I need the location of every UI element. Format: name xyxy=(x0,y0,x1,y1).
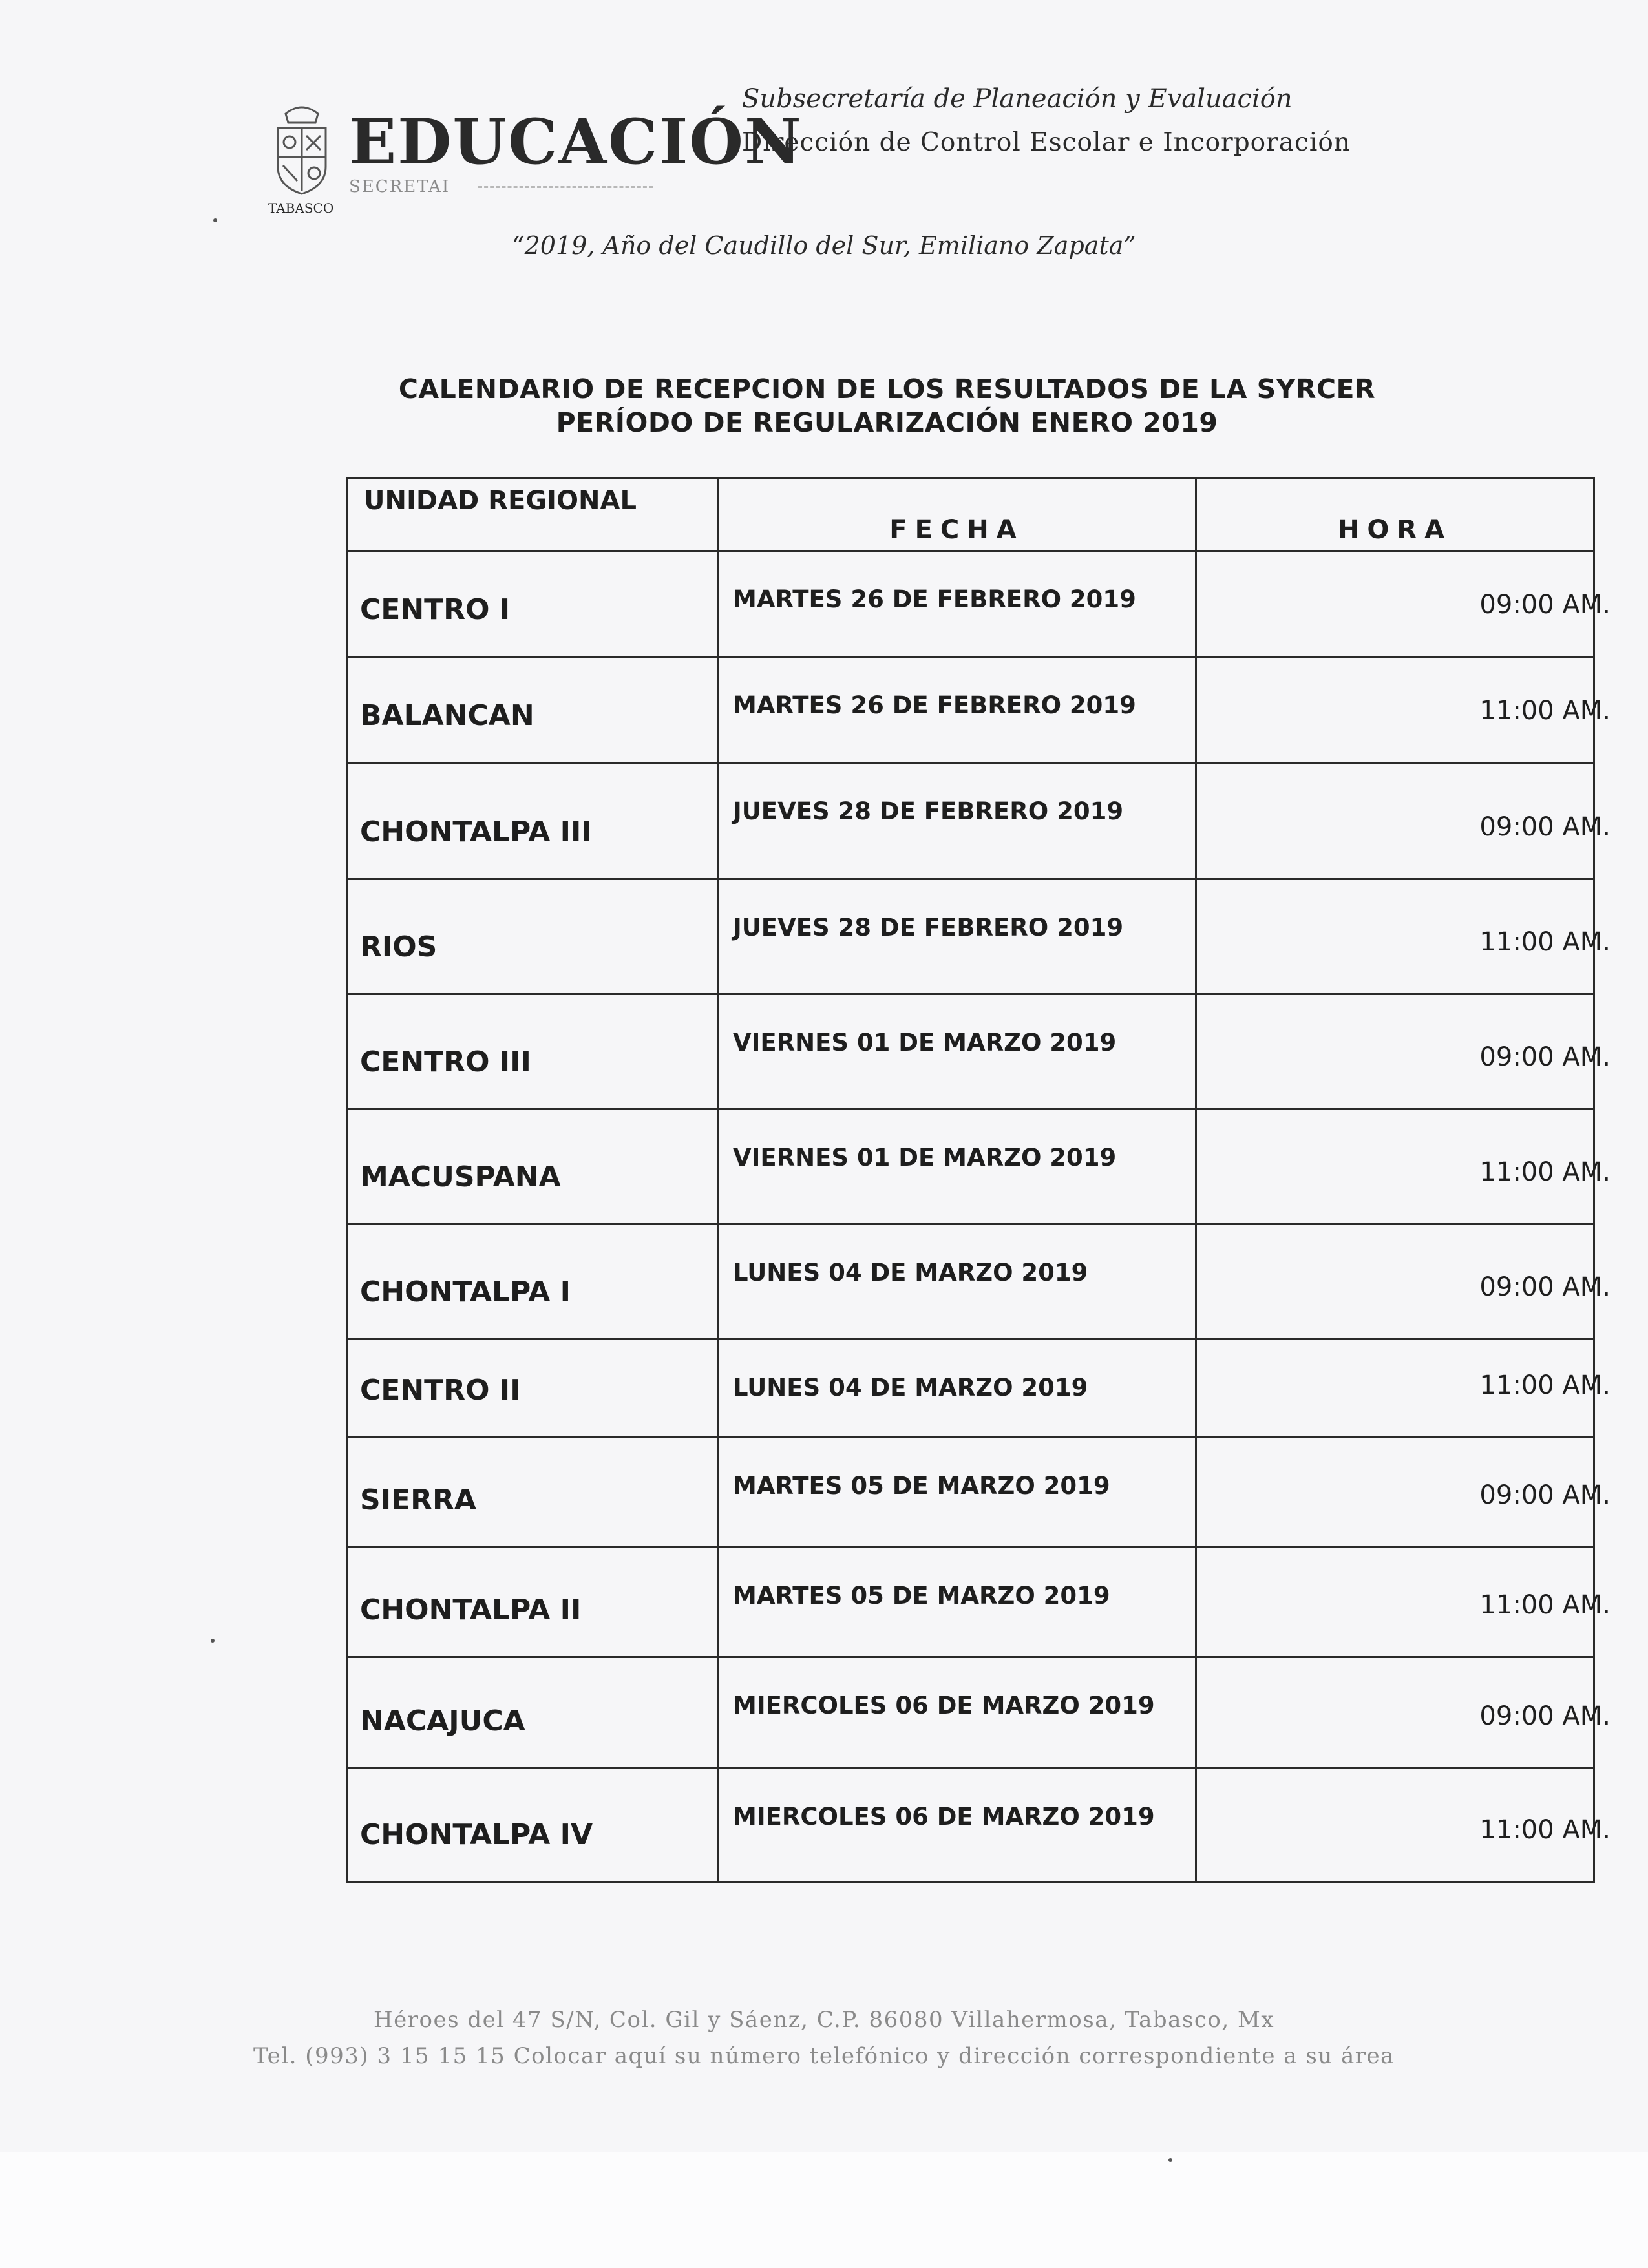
hora-cell-text: 09:00 AM. xyxy=(1479,1042,1611,1072)
hora-cell xyxy=(1197,1769,1611,1881)
table-row xyxy=(348,550,1611,656)
header-cell-fecha xyxy=(719,479,1197,550)
hora-cell-text: 11:00 AM. xyxy=(1479,1815,1611,1845)
footer-address: Héroes del 47 S/N, Col. Gil y Sáenz, C.P. 86080 Villahermosa, Tabasco, Mx xyxy=(373,2007,1274,2033)
fecha-cell-text: VIERNES 01 DE MARZO 2019 xyxy=(733,1029,1117,1056)
seal-label: TABASCO xyxy=(268,200,334,216)
schedule-table xyxy=(346,477,1611,1883)
table-row xyxy=(348,1436,1611,1546)
hora-cell xyxy=(1197,764,1611,878)
hora-cell xyxy=(1197,1548,1611,1656)
unidad-cell xyxy=(348,1438,719,1546)
unidad-cell-text: RIOS xyxy=(360,930,438,963)
hora-cell xyxy=(1197,658,1611,762)
fecha-cell xyxy=(719,1225,1197,1338)
table-row xyxy=(348,1656,1611,1767)
unidad-cell-text: CHONTALPA IV xyxy=(360,1818,593,1851)
table-row xyxy=(348,878,1611,993)
hora-cell-text: 11:00 AM. xyxy=(1479,1370,1611,1400)
hora-cell xyxy=(1197,1340,1611,1436)
fecha-cell-text: VIERNES 01 DE MARZO 2019 xyxy=(733,1144,1117,1171)
table-row xyxy=(348,1338,1611,1436)
brand-subtitle: SECRETAI xyxy=(349,177,450,196)
fecha-cell-text: JUEVES 28 DE FEBRERO 2019 xyxy=(733,797,1124,825)
fecha-cell xyxy=(719,880,1197,993)
header-hora: HORA xyxy=(1337,515,1453,545)
hora-cell xyxy=(1197,1658,1611,1767)
hora-cell xyxy=(1197,1438,1611,1546)
table-row xyxy=(348,1767,1611,1881)
fecha-cell xyxy=(719,552,1197,656)
fecha-cell-text: LUNES 04 DE MARZO 2019 xyxy=(733,1259,1088,1286)
fecha-cell xyxy=(719,1340,1197,1436)
hora-cell xyxy=(1197,1225,1611,1338)
scan-speck xyxy=(213,218,217,222)
hora-cell xyxy=(1197,995,1611,1108)
table-row xyxy=(348,993,1611,1108)
direccion-heading: Dirección de Control Escolar e Incorporación xyxy=(742,128,1351,157)
fecha-cell-text: MARTES 05 DE MARZO 2019 xyxy=(733,1472,1110,1500)
hora-cell xyxy=(1197,880,1611,993)
subsecretaria-heading: Subsecretaría de Planeación y Evaluación xyxy=(742,84,1293,114)
fecha-cell-text: MIERCOLES 06 DE MARZO 2019 xyxy=(733,1692,1155,1719)
document-title-line-1: CALENDARIO DE RECEPCION DE LOS RESULTADOS DE LA SYRCER xyxy=(398,373,1376,404)
page-bottom-edge xyxy=(0,2152,1648,2268)
tabasco-seal-icon xyxy=(266,96,337,205)
unidad-cell xyxy=(348,1110,719,1223)
unidad-cell-text: CHONTALPA II xyxy=(360,1593,582,1626)
fecha-cell-text: MARTES 26 DE FEBRERO 2019 xyxy=(733,691,1136,719)
fecha-cell xyxy=(719,995,1197,1108)
fecha-cell xyxy=(719,764,1197,878)
fecha-cell-text: MARTES 26 DE FEBRERO 2019 xyxy=(733,585,1136,613)
unidad-cell xyxy=(348,1548,719,1656)
unidad-cell-text: MACUSPANA xyxy=(360,1160,561,1193)
table-row xyxy=(348,1546,1611,1656)
header-cell-unidad xyxy=(348,479,719,550)
hora-cell-text: 09:00 AM. xyxy=(1479,590,1611,620)
unidad-cell xyxy=(348,1658,719,1767)
header-unidad: UNIDAD REGIONAL xyxy=(364,486,637,516)
hora-cell-text: 09:00 AM. xyxy=(1479,1480,1611,1510)
table-header-row xyxy=(348,479,1593,550)
fecha-cell xyxy=(719,1769,1197,1881)
unidad-cell xyxy=(348,552,719,656)
unidad-cell-text: CENTRO II xyxy=(360,1374,521,1407)
fecha-cell-text: MIERCOLES 06 DE MARZO 2019 xyxy=(733,1803,1155,1831)
hora-cell-text: 11:00 AM. xyxy=(1479,696,1611,726)
table-row xyxy=(348,762,1611,878)
fecha-cell-text: JUEVES 28 DE FEBRERO 2019 xyxy=(733,914,1124,941)
hora-cell-text: 09:00 AM. xyxy=(1479,1272,1611,1302)
footer-contact: Tel. (993) 3 15 15 15 Colocar aquí su número telefónico y dirección correspondiente a su área xyxy=(253,2043,1395,2069)
hora-cell xyxy=(1197,552,1611,656)
header-fecha: FECHA xyxy=(889,515,1024,545)
unidad-cell-text: SIERRA xyxy=(360,1484,476,1517)
fecha-cell xyxy=(719,1438,1197,1546)
fecha-cell xyxy=(719,1658,1197,1767)
unidad-cell xyxy=(348,995,719,1108)
table-row xyxy=(348,1108,1611,1223)
unidad-cell xyxy=(348,880,719,993)
unidad-cell xyxy=(348,1225,719,1338)
fecha-cell-text: LUNES 04 DE MARZO 2019 xyxy=(733,1374,1088,1402)
fecha-cell xyxy=(719,1110,1197,1223)
hora-cell xyxy=(1197,1110,1611,1223)
scan-speck xyxy=(1168,2158,1172,2162)
hora-cell-text: 11:00 AM. xyxy=(1479,927,1611,957)
hora-cell-text: 11:00 AM. xyxy=(1479,1590,1611,1620)
unidad-cell-text: BALANCAN xyxy=(360,699,534,732)
unidad-cell xyxy=(348,1769,719,1881)
unidad-cell xyxy=(348,658,719,762)
table-row xyxy=(348,656,1611,762)
fecha-cell xyxy=(719,658,1197,762)
hora-cell-text: 09:00 AM. xyxy=(1479,812,1611,842)
scan-speck xyxy=(211,1639,215,1643)
document-title-line-2: PERÍODO DE REGULARIZACIÓN ENERO 2019 xyxy=(556,407,1218,438)
unidad-cell-text: NACAJUCA xyxy=(360,1705,525,1738)
unidad-cell-text: CHONTALPA III xyxy=(360,815,592,848)
hora-cell-text: 09:00 AM. xyxy=(1479,1701,1611,1731)
fecha-cell-text: MARTES 05 DE MARZO 2019 xyxy=(733,1582,1110,1610)
brand-divider xyxy=(478,186,653,188)
brand-title: EDUCACIÓN xyxy=(349,105,803,178)
unidad-cell-text: CHONTALPA I xyxy=(360,1276,571,1308)
year-motto: “2019, Año del Caudillo del Sur, Emiliano Zapata” xyxy=(512,231,1136,260)
unidad-cell-text: CENTRO III xyxy=(360,1045,531,1078)
hora-cell-text: 11:00 AM. xyxy=(1479,1157,1611,1187)
table-row xyxy=(348,1223,1611,1338)
unidad-cell-text: CENTRO I xyxy=(360,593,511,626)
unidad-cell xyxy=(348,1340,719,1436)
unidad-cell xyxy=(348,764,719,878)
fecha-cell xyxy=(719,1548,1197,1656)
header-cell-hora xyxy=(1197,479,1593,550)
